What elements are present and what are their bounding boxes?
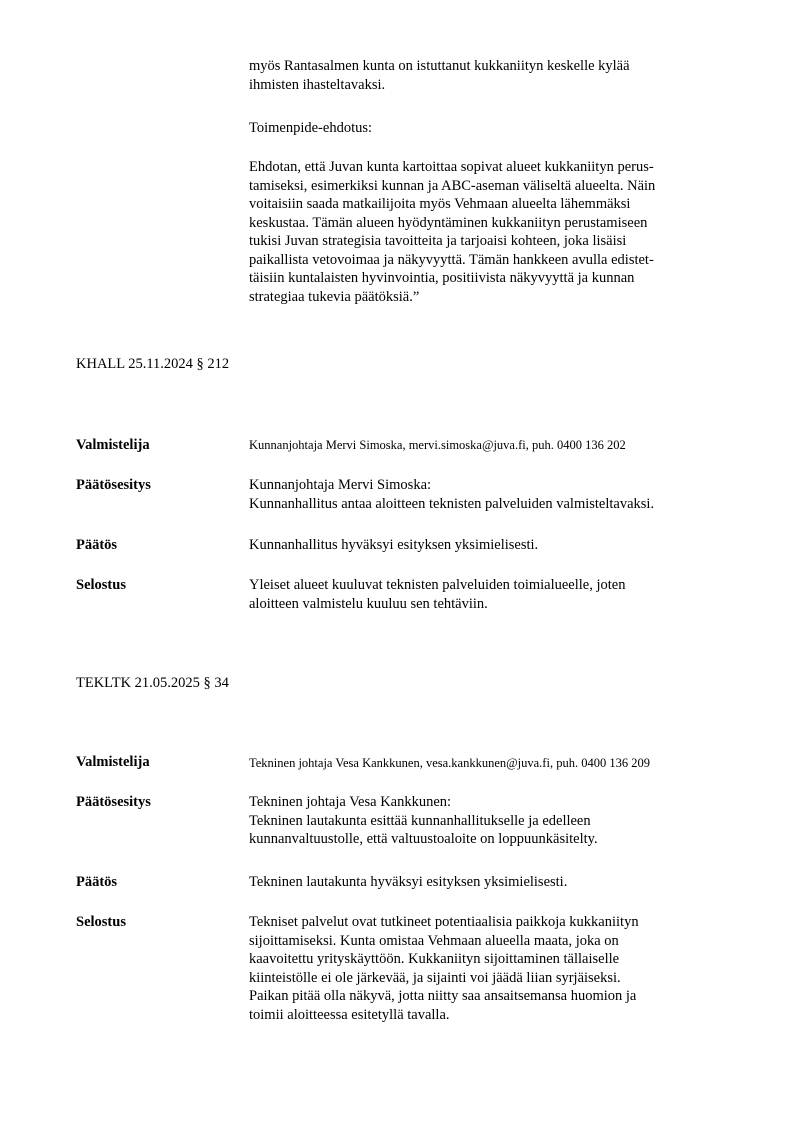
tekltk-explanation-line: Tekniset palvelut ovat tutkineet potentiaalisia paikkoja kukkaniityn [249,914,639,930]
khall-proposal-line: Kunnanhallitus antaa aloitteen teknisten palveluiden valmisteltavaksi. [249,495,655,512]
proposal-line: strategiaa tukevia päätöksiä.” [249,288,420,305]
proposal-line: täisiin kuntalaisten hyvinvointia, positiivista näkyvyyttä ja kunnan [249,270,635,286]
khall-explanation-label: Selostus [76,577,126,593]
proposal-line: keskustaa. Tämän alueen hyödyntäminen kukkaniityn perustamiseen [249,214,648,231]
khall-proposal-label: Päätösesitys [76,477,151,493]
proposal-heading: Toimenpide-ehdotus: [249,120,373,136]
tekltk-proposal-line: kunnanvaltuustolle, että valtuustoaloite on loppuunkäsitelty. [249,831,598,847]
tekltk-heading: TEKLTK 21.05.2025 § 34 [76,675,229,691]
khall-explanation-value [249,576,749,613]
khall-explanation-line: Yleiset alueet kuuluvat teknisten palveluiden toimialueelle, joten [249,577,626,593]
tekltk-explanation-line: toimii aloitteessa esitetyllä tavalla. [249,1006,450,1023]
tekltk-decision-label: Päätös [76,874,118,890]
khall-decision-value: Kunnanhallitus hyväksyi esityksen yksimielisesti. [249,537,539,553]
khall-explanation-line: aloitteen valmistelu kuuluu sen tehtäviin. [249,595,488,612]
tekltk-proposal-line: Tekninen lautakunta esittää kunnanhallitukselle ja edelleen [249,812,591,829]
proposal-line: tukisi Juvan strategisia tavoitteita ja tarjoaisi kohteen, joka lisäisi [249,233,627,249]
intro-line: myös Rantasalmen kunta on istuttanut kukkaniityn keskelle kylää [249,58,630,74]
tekltk-proposal-label: Päätösesitys [76,794,151,810]
tekltk-proposal-value [249,793,749,849]
tekltk-explanation-line: Paikan pitää olla näkyvä, jotta niitty saa ansaitsemansa huomion ja [249,988,637,1004]
tekltk-proposal-line: Tekninen johtaja Vesa Kankkunen: [249,794,452,810]
tekltk-explanation-line: sijoittamiseksi. Kunta omistaa Vehmaan alueella maata, joka on [249,932,619,949]
khall-heading: KHALL 25.11.2024 § 212 [76,356,230,372]
tekltk-preparer-value: Tekninen johtaja Vesa Kankkunen, vesa.kankkunen@juva.fi, puh. 0400 136 209 [249,756,650,770]
tekltk-decision-value: Tekninen lautakunta hyväksyi esityksen yksimielisesti. [249,874,568,890]
khall-preparer-value: Kunnanjohtaja Mervi Simoska, mervi.simoska@juva.fi, puh. 0400 136 202 [249,438,626,452]
khall-preparer-label: Valmistelija [76,437,150,453]
tekltk-preparer-label: Valmistelija [76,754,150,770]
proposal-paragraph [249,158,749,306]
khall-decision-label: Päätös [76,537,118,553]
tekltk-explanation-line: kiinteistölle ei ole järkevää, ja sijainti voi jäädä liian syrjäiseksi. [249,969,621,986]
intro-paragraph [249,57,749,94]
tekltk-explanation-value [249,913,749,1024]
proposal-line: tamiseksi, esimerkiksi kunnan ja ABC-aseman väliseltä alueelta. Näin [249,177,656,194]
proposal-line: voitaisiin saada matkailijoita myös Vehmaan alueelta lähemmäksi [249,196,631,212]
tekltk-explanation-line: kaavoitettu yrityskäyttöön. Kukkaniityn sijoittaminen tällaiselle [249,951,620,967]
tekltk-explanation-label: Selostus [76,914,126,930]
khall-proposal-value [249,476,749,513]
proposal-line: Ehdotan, että Juvan kunta kartoittaa sopivat alueet kukkaniityn perus- [249,159,654,175]
proposal-line: paikallista vetovoimaa ja näkyvyyttä. Tämän hankkeen avulla edistet- [249,251,654,268]
khall-proposal-line: Kunnanjohtaja Mervi Simoska: [249,477,432,493]
intro-line: ihmisten ihasteltavaksi. [249,76,386,93]
